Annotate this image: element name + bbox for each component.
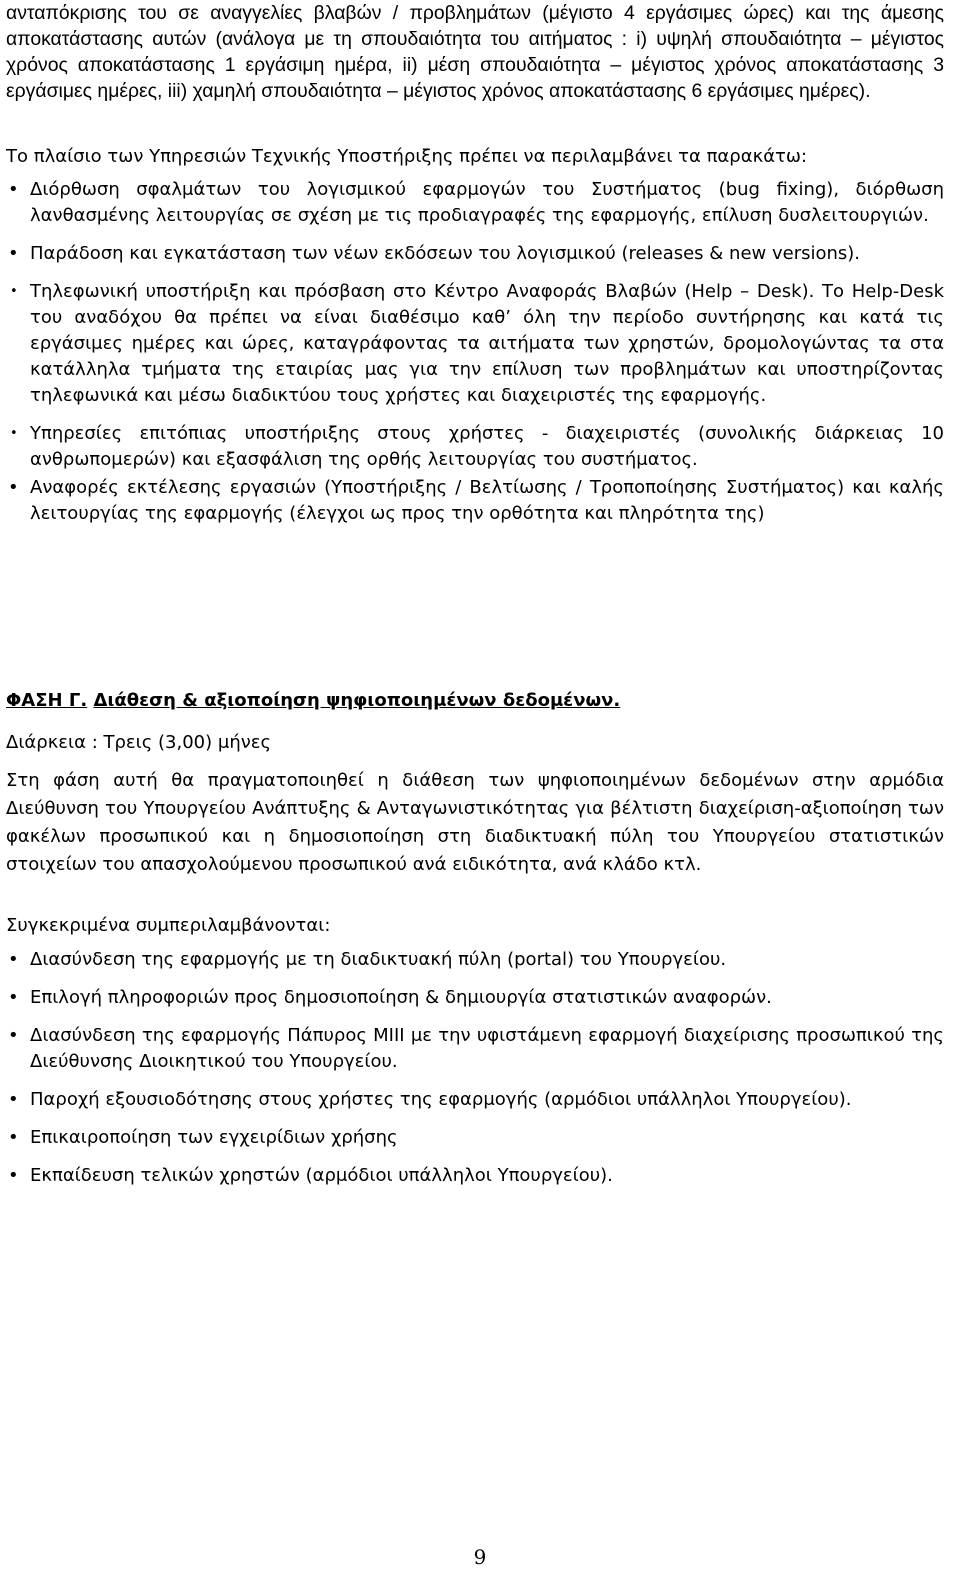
bullet-icon: • bbox=[8, 987, 19, 1008]
list-item-text: Αναφορές εκτέλεσης εργασιών (Υποστήριξης / Βελτίωσης / Τροποποίησης Συστήματος) και καλής λειτουργίας της εφαρμογής (έλεγχοι ως προς την ορθότητα και πληρότητα της) bbox=[30, 477, 944, 524]
list-item-text: Επικαιροποίηση των εγχειρίδιων χρήσης bbox=[30, 1127, 398, 1148]
list-item bbox=[6, 475, 944, 527]
list-item bbox=[6, 241, 944, 267]
phase-duration: Διάρκεια : Τρεις (3,00) μήνες bbox=[6, 732, 272, 753]
list-item-text: Παράδοση και εγκατάσταση των νέων εκδόσεων του λογισμικού (releases & new versions). bbox=[30, 243, 861, 264]
list-item bbox=[6, 1125, 944, 1151]
list-item-text: Παροχή εξουσιοδότησης στους χρήστες της εφαρμογής (αρμόδιοι υπάλληλοι Υπουργείου). bbox=[30, 1089, 852, 1110]
list-item bbox=[6, 947, 944, 973]
list-item bbox=[6, 177, 944, 229]
bullet-icon: • bbox=[10, 284, 18, 299]
list-item-text: Επιλογή πληροφοριών προς δημοσιοποίηση & δημιουργία στατιστικών αναφορών. bbox=[30, 987, 772, 1008]
bullet-icon: • bbox=[8, 1165, 19, 1186]
support-list bbox=[6, 177, 944, 527]
list-item bbox=[6, 1023, 944, 1075]
list-item-text: Διασύνδεση της εφαρμογής με τη διαδικτυακή πύλη (portal) του Υπουργείου. bbox=[30, 949, 727, 970]
bullet-icon: • bbox=[8, 179, 19, 200]
list-item bbox=[6, 985, 944, 1011]
list-item-text: Υπηρεσίες επιτόπιας υποστήριξης στους χρήστες - διαχειριστές (συνολικής διάρκειας 10 ανθρωπομερών) και εξασφάλιση της ορθής λειτουργίας του συστήματος. bbox=[30, 423, 944, 470]
list-item bbox=[6, 1087, 944, 1113]
list-item bbox=[6, 279, 944, 409]
bullet-icon: • bbox=[8, 1089, 19, 1110]
phase-title: Διάθεση & αξιοποίηση ψηφιοποιημένων δεδομένων. bbox=[93, 690, 621, 711]
bullet-icon: • bbox=[8, 949, 19, 970]
includes-label: Συγκεκριμένα συμπεριλαμβάνονται: bbox=[6, 915, 331, 936]
bullet-icon: • bbox=[8, 1127, 19, 1148]
list-item-text: Διασύνδεση της εφαρμογής Πάπυρος ΜΙΙΙ με την υφιστάμενη εφαρμογή διαχείρισης προσωπικού της Διεύθυνσης Διοικητικού του Υπουργείου. bbox=[30, 1025, 944, 1072]
phase-items-list bbox=[6, 947, 944, 1189]
bullet-icon: • bbox=[8, 243, 19, 264]
intro-continuation: ανταπόκρισης του σε αναγγελίες βλαβών / προβλημάτων (μέγιστο 4 εργάσιμες ώρες) και της άμεσης αποκατάστασης αυτών (ανάλογα με τη σπουδαιότητα του αιτήματος : i) υψηλή σπουδαιότητα – μέγιστος χρόνος αποκατάστασης 1 εργάσιμη ημέρα, ii) μέση σπουδαιότητα – μέγιστος χρόνος αποκατάστασης 3 εργάσιμες ημέρες, iii) χαμηλή σπουδαιότητα – μέγιστος χρόνος αποκατάστασης 6 εργάσιμες ημέρες). bbox=[6, 2, 944, 102]
list-item-text: Διόρθωση σφαλμάτων του λογισμικού εφαρμογών του Συστήματος (bug fixing), διόρθωση λανθασμένης λειτουργίας σε σχέση με τις προδιαγραφές της εφαρμογής, επίλυση δυσλειτουργιών. bbox=[30, 179, 944, 226]
bullet-icon: • bbox=[8, 477, 19, 498]
support-scope-text: Το πλαίσιο των Υπηρεσιών Τεχνικής Υποστήριξης πρέπει να περιλαμβάνει τα παρακάτω: bbox=[6, 146, 808, 167]
phase-label: ΦΑΣΗ Γ. bbox=[6, 690, 88, 711]
list-item bbox=[6, 1163, 944, 1189]
phase-description: Στη φάση αυτή θα πραγματοποιηθεί η διάθεση των ψηφιοποιημένων δεδομένων στην αρμόδια Διεύθυνση του Υπουργείου Ανάπτυξης & Ανταγωνιστικότητας για βέλτιστη διαχείριση-αξιοποίηση των φακέλων προσωπικού και η δημοσιοποίηση στη διαδικτυακή πύλη του Υπουργείου στατιστικών στοιχείων του απασχολούμενου προσωπικού ανά ειδικότητα, ανά κλάδο κτλ. bbox=[6, 770, 944, 875]
bullet-icon: • bbox=[8, 1025, 19, 1046]
bullet-icon: • bbox=[10, 426, 18, 441]
page-number: 9 bbox=[473, 1545, 487, 1569]
list-item bbox=[6, 421, 944, 473]
list-item-text: Τηλεφωνική υποστήριξη και πρόσβαση στο Κέντρο Αναφοράς Βλαβών (Help – Desk). Το Help-Desk του αναδόχου θα πρέπει να είναι διαθέσιμο καθ’ όλη την περίοδο συντήρησης και κατά τις εργάσιμες ημέρες και ώρες, καταγράφοντας τα αιτήματα των χρηστών, δρομολογώντας τα στα κατάλληλα τμήματα της εταιρίας μας για την επίλυση των προβλημάτων και υποστηρίζοντας τηλεφωνικά και μέσω διαδικτύου τους χρήστες και διαχειριστές της εφαρμογής. bbox=[30, 281, 944, 406]
phase-heading bbox=[6, 688, 620, 714]
list-item-text: Εκπαίδευση τελικών χρηστών (αρμόδιοι υπάλληλοι Υπουργείου). bbox=[30, 1165, 613, 1186]
